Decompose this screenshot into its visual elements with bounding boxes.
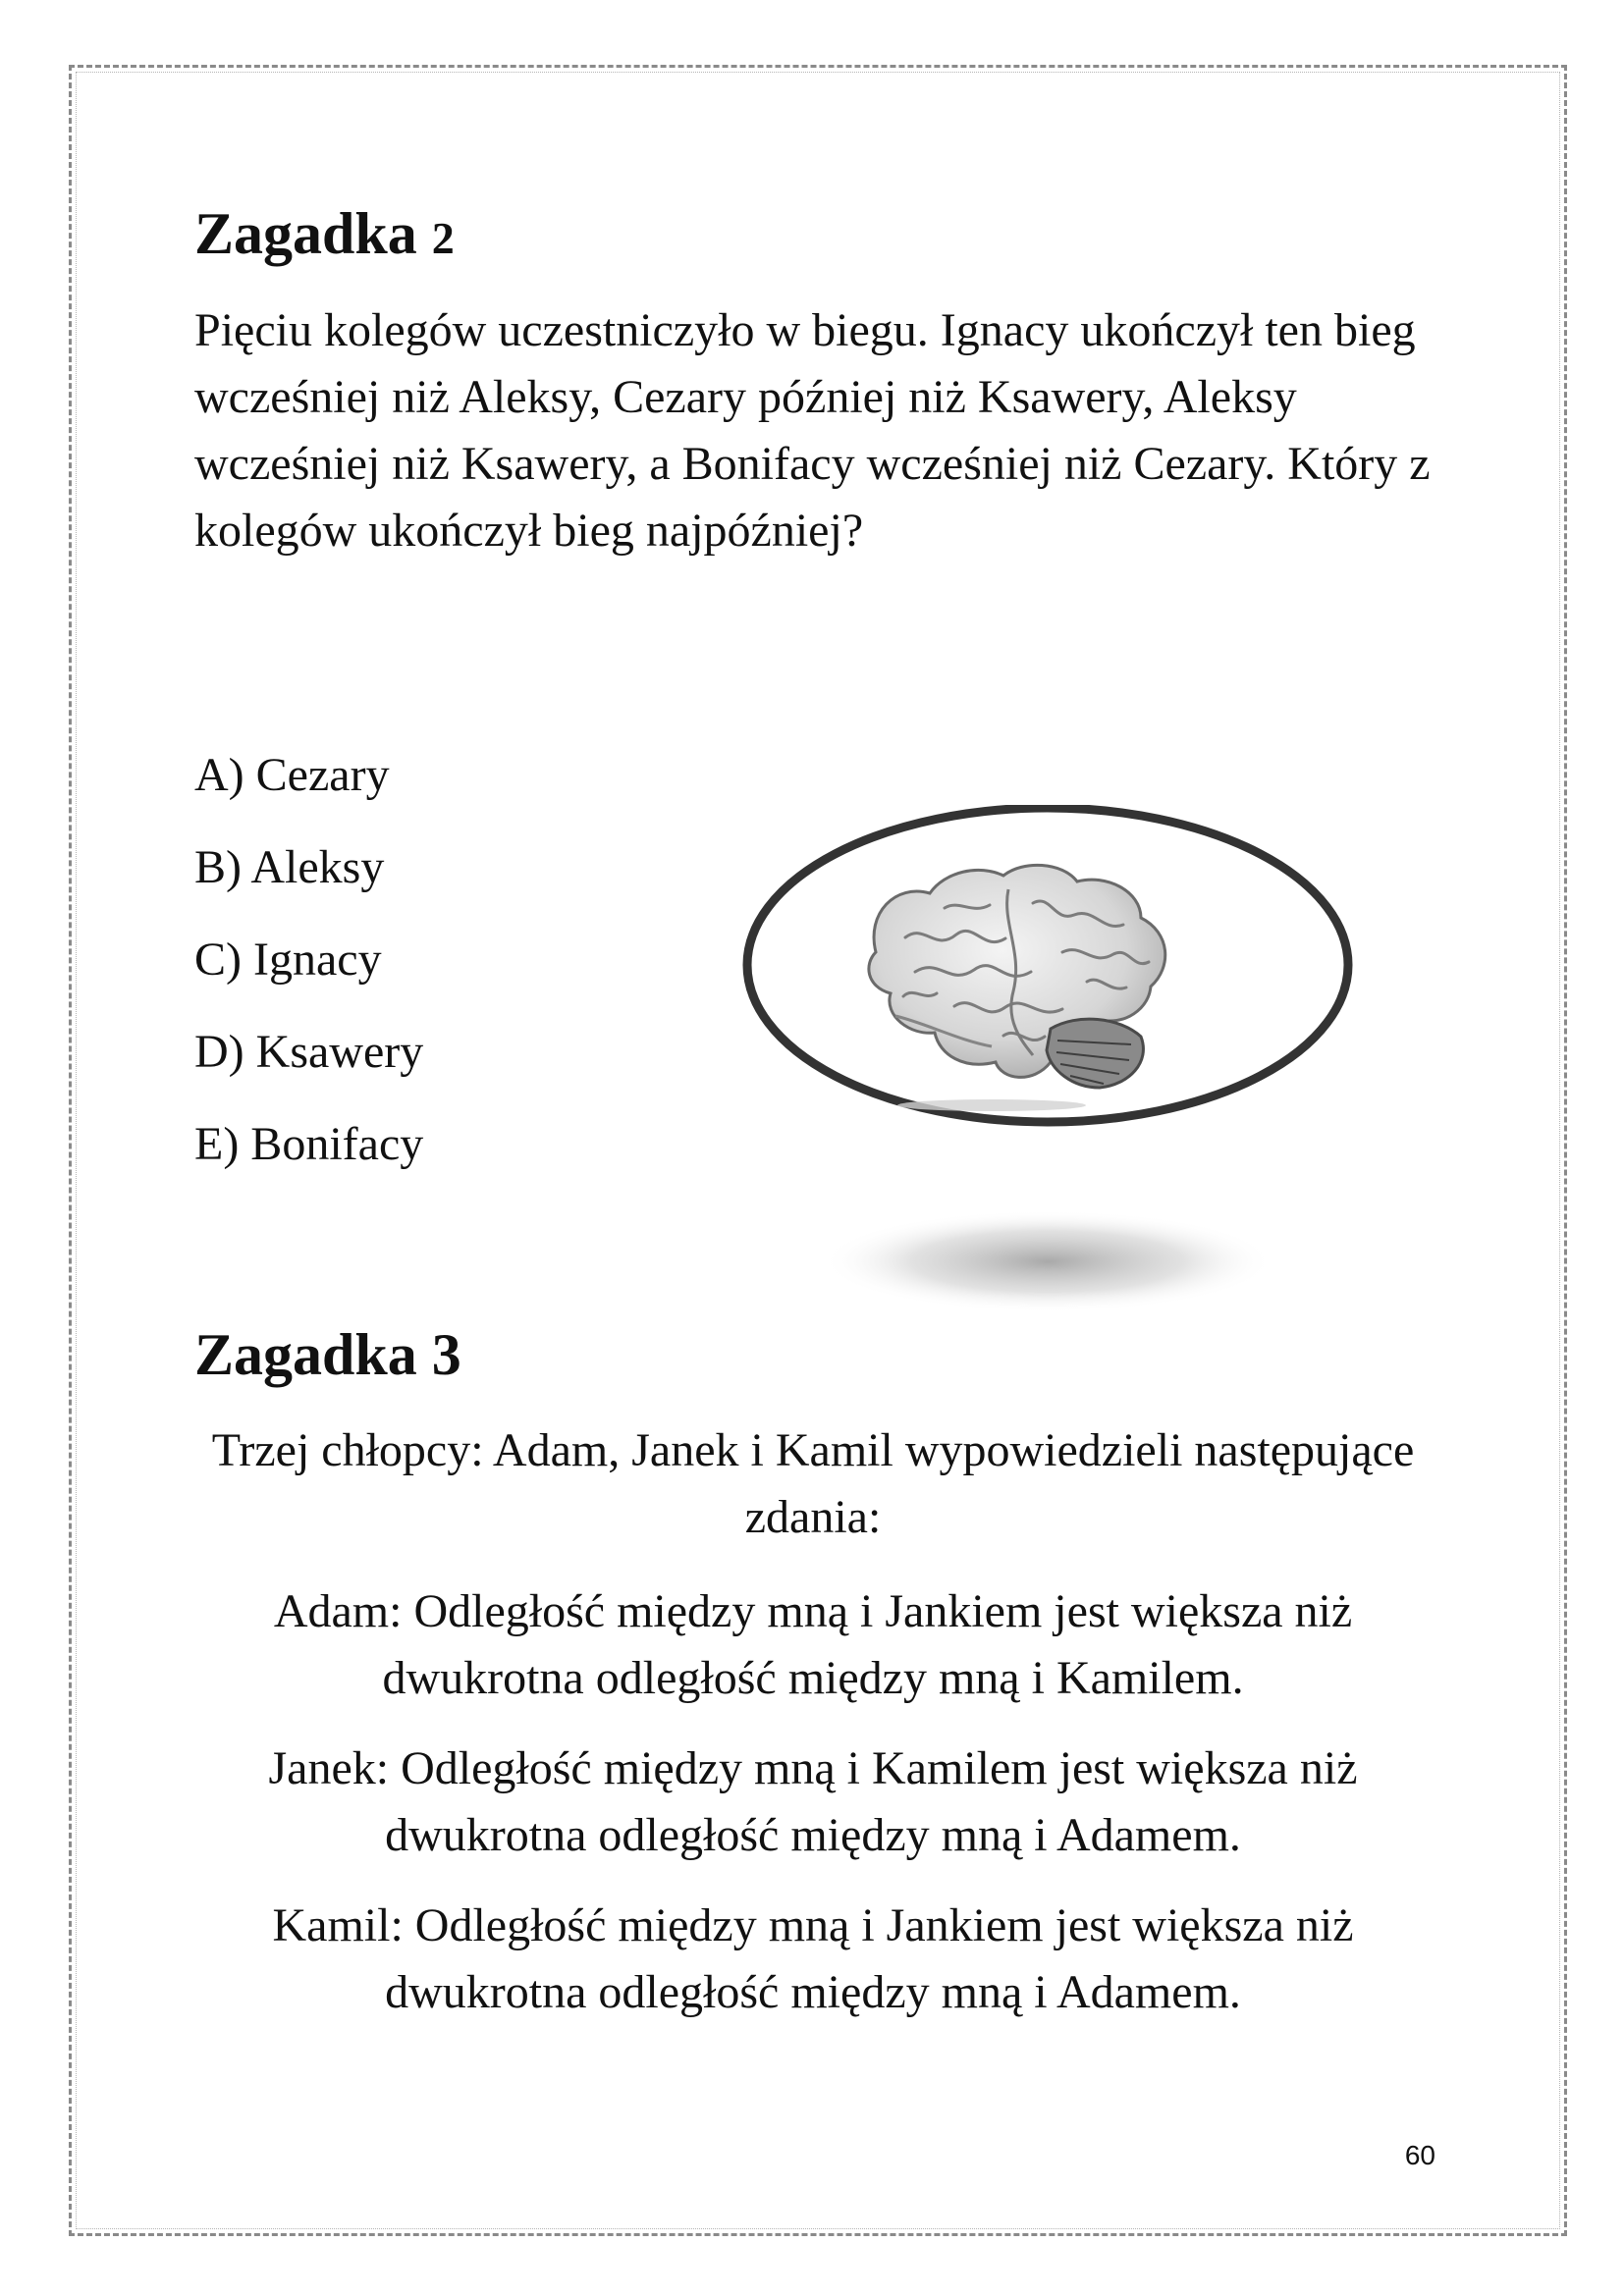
puzzle-3-title: Zagadka 3 — [194, 1322, 461, 1387]
option-a: A) Cezary — [194, 749, 390, 801]
option-e: E) Bonifacy — [194, 1118, 424, 1170]
statement-adam: Adam: Odległość między mną i Jankiem jest większa niż dwukrotna odległość między mną i Kamilem. — [273, 1585, 1353, 1704]
option-c: C) Ignacy — [194, 934, 382, 986]
answer-options — [194, 742, 423, 1203]
option-d: D) Ksawery — [194, 1026, 424, 1078]
page-number: 60 — [1404, 2140, 1435, 2170]
brain-illustration — [738, 805, 1357, 1325]
puzzle-2-title-word: Zagadka — [194, 201, 417, 266]
statement-janek: Janek: Odległość między mną i Kamilem jest większa niż dwukrotna odległość między mną i Adamem. — [268, 1742, 1358, 1861]
puzzle-3-intro: Trzej chłopcy: Adam, Janek i Kamil wypowiedzieli następujące zdania: — [211, 1424, 1415, 1543]
puzzle-2-text: Pięciu kolegów uczestniczyło w biegu. Ignacy ukończył ten bieg wcześniej niż Aleksy, Cezary później niż Ksawery, Aleksy wcześniej niż Ksawery, a Bonifacy wcześniej niż Cezary. Który z kolegów ukończył bieg najpóźniej? — [194, 304, 1431, 557]
option-b: B) Aleksy — [194, 841, 385, 893]
puzzle-2-title — [194, 201, 455, 266]
statement-kamil: Kamil: Odległość między mną i Jankiem jest większa niż dwukrotna odległość między mną i Adamem. — [272, 1899, 1354, 2018]
brain-icon — [738, 805, 1357, 1325]
puzzle-2-title-number: 2 — [431, 213, 455, 263]
